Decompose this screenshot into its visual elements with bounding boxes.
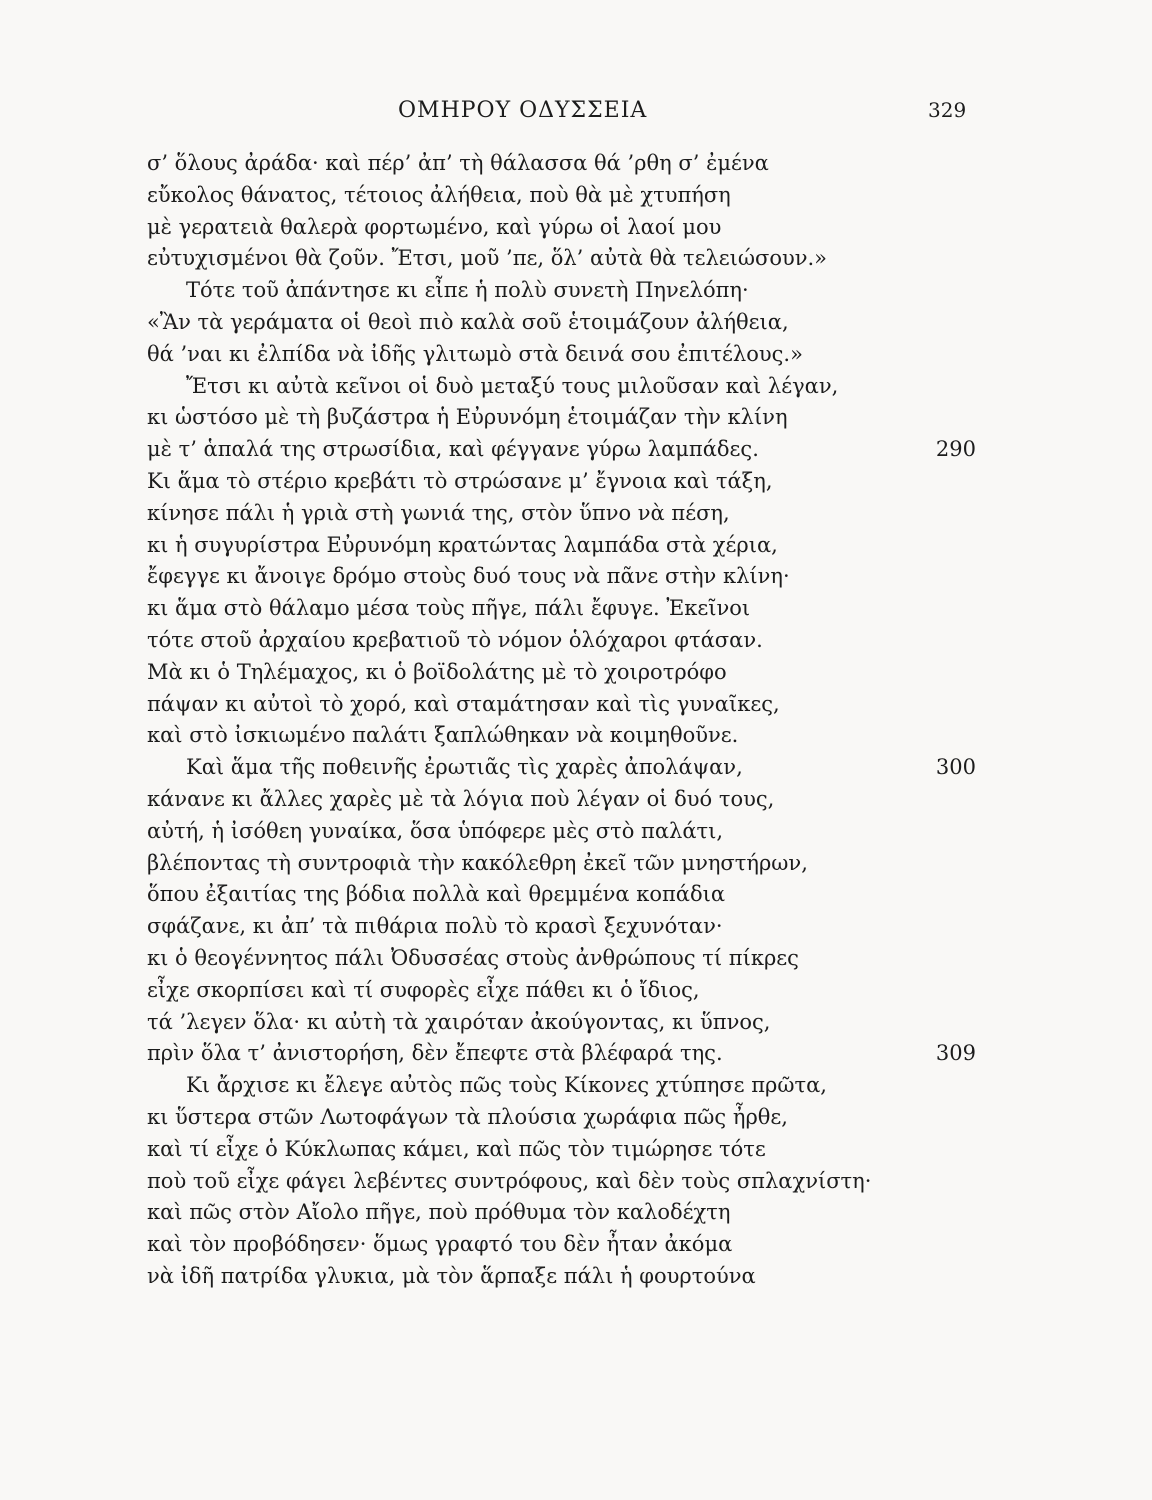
verse-line xyxy=(0,1070,1152,1102)
verse-line xyxy=(0,1229,1152,1261)
verse-text: Ἔτσι κι αὐτὰ κεῖνοι οἱ δυὸ μεταξύ τους μιλοῦσαν καὶ λέγαν, xyxy=(186,373,839,398)
verse-line xyxy=(0,720,1152,752)
verse-text: κάνανε κι ἄλλες χαρὲς μὲ τὰ λόγια ποὺ λέγαν οἱ δυό τους, xyxy=(147,786,775,811)
verse-text: εἶχε σκορπίσει καὶ τί συφορὲς εἶχε πάθει κι ὁ ἴδιος, xyxy=(147,977,700,1002)
line-number: 290 xyxy=(935,437,976,462)
verse-text: καὶ στὸ ἰσκιωμένο παλάτι ξαπλώθηκαν νὰ κοιμηθοῦνε. xyxy=(147,723,739,748)
verse-text: ποὺ τοῦ εἶχε φάγει λεβέντες συντρόφους, καὶ δὲν τοὺς σπλαχνίστη· xyxy=(147,1168,872,1193)
verse-line xyxy=(0,498,1152,530)
verse-text: πρὶν ὅλα τ’ ἀνιστορήση, δὲν ἔπεφτε στὰ βλέφαρά της. xyxy=(147,1041,723,1066)
verse-text: σφάζανε, κι ἀπ’ τὰ πιθάρια πολὺ τὸ κρασὶ ξεχυνόταν· xyxy=(147,914,723,939)
verse-text: Καὶ ἅμα τῆς ποθεινῆς ἐρωτιᾶς τὶς χαρὲς ἀπολάψαν, xyxy=(186,755,743,780)
verse-text: ὅπου ἐξαιτίας της βόδια πολλὰ καὶ θρεμμένα κοπάδια xyxy=(147,882,726,907)
verse-line xyxy=(0,816,1152,848)
verse-text: ἔφεγγε κι ἄνοιγε δρόμο στοὺς δυό τους νὰ πᾶνε στὴν κλίνη· xyxy=(147,564,790,589)
verse-line xyxy=(0,561,1152,593)
verse-line xyxy=(0,848,1152,880)
verse-line xyxy=(0,1102,1152,1134)
verse-line xyxy=(0,466,1152,498)
verse-text: πάψαν κι αὐτοὶ τὸ χορό, καὶ σταμάτησαν καὶ τὶς γυναῖκες, xyxy=(147,691,780,716)
poem-text xyxy=(0,148,1152,1293)
verse-text: βλέποντας τὴ συντροφιὰ τὴν κακόλεθρη ἐκεῖ τῶν μνηστήρων, xyxy=(147,850,808,875)
verse-text: τότε στοῦ ἀρχαίου κρεβατιοῦ τὸ νόμον ὁλόχαροι φτάσαν. xyxy=(147,627,763,652)
verse-text: κι ὕστερα στῶν Λωτοφάγων τὰ πλούσια χωράφια πῶς ἦρθε, xyxy=(147,1104,788,1129)
verse-text: θά ’ναι κι ἐλπίδα νὰ ἰδῆς γλιτωμὸ στὰ δεινά σου ἐπιτέλους.» xyxy=(147,341,803,366)
verse-line xyxy=(0,657,1152,689)
verse-line xyxy=(0,371,1152,403)
verse-line xyxy=(0,243,1152,275)
verse-line xyxy=(0,975,1152,1007)
verse-line xyxy=(0,752,1152,784)
verse-line xyxy=(0,434,1152,466)
verse-line xyxy=(0,689,1152,721)
verse-text: καὶ τὸν προβόδησεν· ὅμως γραφτό του δὲν ἦταν ἀκόμα xyxy=(147,1232,733,1257)
verse-line xyxy=(0,307,1152,339)
verse-line xyxy=(0,530,1152,562)
verse-line xyxy=(0,402,1152,434)
verse-text: Κι ἅμα τὸ στέριο κρεβάτι τὸ στρώσανε μ’ ἔγνοια καὶ τάξη, xyxy=(147,468,773,493)
verse-line xyxy=(0,943,1152,975)
verse-line xyxy=(0,1134,1152,1166)
verse-line xyxy=(0,593,1152,625)
verse-text: τά ’λεγεν ὅλα· κι αὐτὴ τὰ χαιρόταν ἀκούγοντας, κι ὕπνος, xyxy=(147,1009,771,1034)
page-number: 329 xyxy=(928,98,967,122)
verse-text: νὰ ἰδῆ πατρίδα γλυκια, μὰ τὸν ἅρπαξε πάλι ἡ φουρτούνα xyxy=(147,1263,756,1288)
verse-text: «Ἂν τὰ γεράματα οἱ θεοὶ πιὸ καλὰ σοῦ ἑτοιμάζουν ἀλήθεια, xyxy=(147,309,789,334)
line-number: 300 xyxy=(935,755,976,780)
verse-line xyxy=(0,784,1152,816)
verse-text: σ’ ὅλους ἀράδα· καὶ πέρ’ ἀπ’ τὴ θάλασσα θά ’ρθη σ’ ἐμένα xyxy=(147,151,769,175)
verse-text: κι ὡστόσο μὲ τὴ βυζάστρα ἡ Εὐρυνόμη ἑτοιμάζαν τὴν κλίνη xyxy=(147,405,788,430)
verse-line xyxy=(0,180,1152,212)
running-title: ΟΜΗΡΟΥ ΟΔΥΣΣΕΙΑ xyxy=(398,98,648,123)
verse-line xyxy=(0,1007,1152,1039)
verse-line xyxy=(0,911,1152,943)
verse-text: μὲ τ’ ἁπαλά της στρωσίδια, καὶ φέγγανε γύρω λαμπάδες. xyxy=(147,437,759,462)
verse-text: εὔκολος θάνατος, τέτοιος ἀλήθεια, ποὺ θὰ μὲ χτυπήση xyxy=(147,182,731,207)
verse-line xyxy=(0,1166,1152,1198)
verse-text: αὐτή, ἡ ἰσόθεη γυναίκα, ὅσα ὑπόφερε μὲς στὸ παλάτι, xyxy=(147,818,724,843)
verse-text: Τότε τοῦ ἀπάντησε κι εἶπε ἡ πολὺ συνετὴ Πηνελόπη· xyxy=(186,278,749,303)
line-number: 309 xyxy=(935,1041,976,1066)
verse-line xyxy=(0,879,1152,911)
verse-line xyxy=(0,339,1152,371)
verse-line xyxy=(0,1261,1152,1293)
verse-line xyxy=(0,148,1152,180)
verse-text: κι ὁ θεογέννητος πάλι Ὀδυσσέας στοὺς ἀνθρώπους τί πίκρες xyxy=(147,945,799,970)
verse-text: Μὰ κι ὁ Τηλέμαχος, κι ὁ βοϊδολάτης μὲ τὸ χοιροτρόφο xyxy=(147,659,727,684)
verse-text: κίνησε πάλι ἡ γριὰ στὴ γωνιά της, στὸν ὕπνο νὰ πέση, xyxy=(147,500,730,525)
verse-line xyxy=(0,212,1152,244)
verse-text: εὐτυχισμένοι θὰ ζοῦν. Ἔτσι, μοῦ ’πε, ὅλ’ αὐτὰ θὰ τελειώσουν.» xyxy=(147,246,828,271)
page-header xyxy=(0,98,1152,128)
verse-line xyxy=(0,1197,1152,1229)
verse-line xyxy=(0,1038,1152,1070)
verse-line xyxy=(0,275,1152,307)
verse-text: καὶ τί εἶχε ὁ Κύκλωπας κάμει, καὶ πῶς τὸν τιμώρησε τότε xyxy=(147,1136,766,1161)
verse-text: Κι ἄρχισε κι ἔλεγε αὐτὸς πῶς τοὺς Κίκονες χτύπησε πρῶτα, xyxy=(186,1073,827,1098)
verse-text: μὲ γερατειὰ θαλερὰ φορτωμένο, καὶ γύρω οἱ λαοί μου xyxy=(147,214,722,239)
verse-line xyxy=(0,625,1152,657)
verse-text: κι ἅμα στὸ θάλαμο μέσα τοὺς πῆγε, πάλι ἔφυγε. Ἐκεῖνοι xyxy=(147,596,751,621)
verse-text: καὶ πῶς στὸν Αἴολο πῆγε, ποὺ πρόθυμα τὸν καλοδέχτη xyxy=(147,1200,731,1225)
verse-text: κι ἡ συγυρίστρα Εὐρυνόμη κρατώντας λαμπάδα στὰ χέρια, xyxy=(147,532,778,557)
